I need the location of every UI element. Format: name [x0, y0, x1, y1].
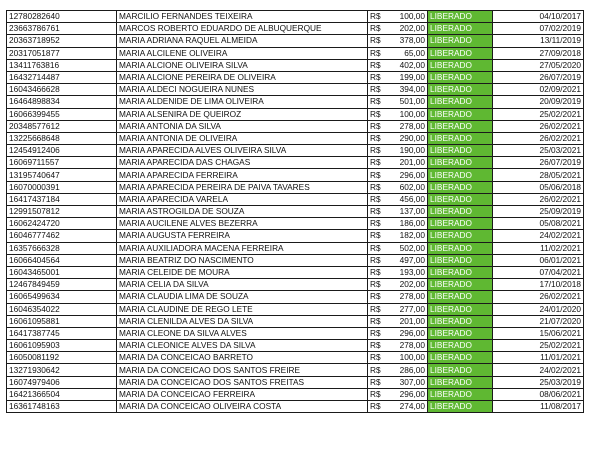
table-row	[7, 71, 584, 83]
table-row	[7, 327, 584, 339]
cpf-cell: 16046777462	[7, 230, 117, 242]
cpf-cell: 13195740647	[7, 169, 117, 181]
cpf-cell: 16043466628	[7, 84, 117, 96]
cpf-cell: 16065499634	[7, 291, 117, 303]
name-cell: MARIA ALSENIRA DE QUEIROZ	[117, 108, 368, 120]
status-badge: LIBERADO	[428, 157, 493, 169]
table-row	[7, 254, 584, 266]
currency-cell: R$	[368, 242, 391, 254]
cpf-cell: 16464898834	[7, 96, 117, 108]
date-cell: 24/02/2021	[493, 230, 584, 242]
table-row	[7, 84, 584, 96]
name-cell: MARCOS ROBERTO EDUARDO DE ALBUQUERQUE	[117, 23, 368, 35]
date-cell: 25/02/2021	[493, 108, 584, 120]
currency-cell: R$	[368, 352, 391, 364]
table-row	[7, 364, 584, 376]
name-cell: MARIA APARECIDA ALVES OLIVEIRA SILVA	[117, 145, 368, 157]
table-row	[7, 340, 584, 352]
value-cell: 100,00	[390, 352, 428, 364]
value-cell: 277,00	[390, 303, 428, 315]
value-cell: 307,00	[390, 376, 428, 388]
value-cell: 201,00	[390, 315, 428, 327]
name-cell: MARIA BEATRIZ DO NASCIMENTO	[117, 254, 368, 266]
status-badge: LIBERADO	[428, 364, 493, 376]
status-badge: LIBERADO	[428, 193, 493, 205]
payment-table	[6, 10, 584, 413]
cpf-cell: 13411763816	[7, 59, 117, 71]
currency-cell: R$	[368, 315, 391, 327]
name-cell: MARIA DA CONCEICAO DOS SANTOS FREIRE	[117, 364, 368, 376]
cpf-cell: 16061095881	[7, 315, 117, 327]
currency-cell: R$	[368, 59, 391, 71]
table-row	[7, 47, 584, 59]
date-cell: 06/01/2021	[493, 254, 584, 266]
date-cell: 20/09/2019	[493, 96, 584, 108]
value-cell: 186,00	[390, 218, 428, 230]
date-cell: 07/04/2021	[493, 266, 584, 278]
cpf-cell: 16432714487	[7, 71, 117, 83]
value-cell: 199,00	[390, 71, 428, 83]
name-cell: MARIA CELIA DA SILVA	[117, 279, 368, 291]
status-badge: LIBERADO	[428, 401, 493, 413]
name-cell: MARIA APARECIDA VARELA	[117, 193, 368, 205]
table-row	[7, 352, 584, 364]
name-cell: MARIA APARECIDA PEREIRA DE PAIVA TAVARES	[117, 181, 368, 193]
value-cell: 296,00	[390, 388, 428, 400]
currency-cell: R$	[368, 303, 391, 315]
currency-cell: R$	[368, 108, 391, 120]
cpf-cell: 12467849459	[7, 279, 117, 291]
name-cell: MARIA CLENILDA ALVES DA SILVA	[117, 315, 368, 327]
date-cell: 27/09/2018	[493, 47, 584, 59]
table-row	[7, 157, 584, 169]
value-cell: 456,00	[390, 193, 428, 205]
currency-cell: R$	[368, 364, 391, 376]
value-cell: 65,00	[390, 47, 428, 59]
status-badge: LIBERADO	[428, 120, 493, 132]
currency-cell: R$	[368, 157, 391, 169]
date-cell: 08/06/2021	[493, 388, 584, 400]
name-cell: MARIA AUCILENE ALVES BEZERRA	[117, 218, 368, 230]
status-badge: LIBERADO	[428, 11, 493, 23]
value-cell: 501,00	[390, 96, 428, 108]
status-badge: LIBERADO	[428, 108, 493, 120]
table-row	[7, 108, 584, 120]
status-badge: LIBERADO	[428, 254, 493, 266]
currency-cell: R$	[368, 96, 391, 108]
name-cell: MARIA AUGUSTA FERREIRA	[117, 230, 368, 242]
table-row	[7, 230, 584, 242]
currency-cell: R$	[368, 279, 391, 291]
date-cell: 11/02/2021	[493, 242, 584, 254]
status-badge: LIBERADO	[428, 206, 493, 218]
date-cell: 11/01/2021	[493, 352, 584, 364]
value-cell: 286,00	[390, 364, 428, 376]
table-row	[7, 401, 584, 413]
value-cell: 202,00	[390, 279, 428, 291]
name-cell: MARIA DA CONCEICAO OLIVEIRA COSTA	[117, 401, 368, 413]
status-badge: LIBERADO	[428, 35, 493, 47]
table-row	[7, 206, 584, 218]
date-cell: 02/09/2021	[493, 84, 584, 96]
cpf-cell: 16062424720	[7, 218, 117, 230]
cpf-cell: 16417387745	[7, 327, 117, 339]
name-cell: MARIA ASTROGILDA DE SOUZA	[117, 206, 368, 218]
cpf-cell: 12991507812	[7, 206, 117, 218]
cpf-cell: 23663786761	[7, 23, 117, 35]
status-badge: LIBERADO	[428, 47, 493, 59]
currency-cell: R$	[368, 23, 391, 35]
date-cell: 26/02/2021	[493, 120, 584, 132]
cpf-cell: 16061095903	[7, 340, 117, 352]
name-cell: MARIA ANTONIA DE OLIVEIRA	[117, 132, 368, 144]
value-cell: 201,00	[390, 157, 428, 169]
cpf-cell: 16050081192	[7, 352, 117, 364]
status-badge: LIBERADO	[428, 230, 493, 242]
name-cell: MARIA CLAUDIA LIMA DE SOUZA	[117, 291, 368, 303]
status-badge: LIBERADO	[428, 23, 493, 35]
value-cell: 497,00	[390, 254, 428, 266]
table-row	[7, 242, 584, 254]
currency-cell: R$	[368, 254, 391, 266]
status-badge: LIBERADO	[428, 291, 493, 303]
value-cell: 193,00	[390, 266, 428, 278]
currency-cell: R$	[368, 193, 391, 205]
currency-cell: R$	[368, 120, 391, 132]
table-row	[7, 120, 584, 132]
name-cell: MARIA ALDENIDE DE LIMA OLIVEIRA	[117, 96, 368, 108]
currency-cell: R$	[368, 218, 391, 230]
status-badge: LIBERADO	[428, 279, 493, 291]
currency-cell: R$	[368, 71, 391, 83]
cpf-cell: 16417437184	[7, 193, 117, 205]
table-row	[7, 169, 584, 181]
status-badge: LIBERADO	[428, 242, 493, 254]
table-body	[7, 11, 584, 413]
status-badge: LIBERADO	[428, 145, 493, 157]
status-badge: LIBERADO	[428, 352, 493, 364]
cpf-cell: 16043465001	[7, 266, 117, 278]
currency-cell: R$	[368, 11, 391, 23]
currency-cell: R$	[368, 47, 391, 59]
name-cell: MARIA CELEIDE DE MOURA	[117, 266, 368, 278]
date-cell: 24/01/2020	[493, 303, 584, 315]
table-row	[7, 218, 584, 230]
date-cell: 24/02/2021	[493, 364, 584, 376]
status-badge: LIBERADO	[428, 303, 493, 315]
date-cell: 26/07/2019	[493, 157, 584, 169]
name-cell: MARIA DA CONCEICAO BARRETO	[117, 352, 368, 364]
cpf-cell: 13225668648	[7, 132, 117, 144]
table-row	[7, 315, 584, 327]
cpf-cell: 20348577612	[7, 120, 117, 132]
name-cell: MARIA AUXILIADORA MACENA FERREIRA	[117, 242, 368, 254]
value-cell: 296,00	[390, 327, 428, 339]
status-badge: LIBERADO	[428, 84, 493, 96]
date-cell: 26/07/2019	[493, 71, 584, 83]
cpf-cell: 16357666328	[7, 242, 117, 254]
status-badge: LIBERADO	[428, 388, 493, 400]
value-cell: 137,00	[390, 206, 428, 218]
status-badge: LIBERADO	[428, 327, 493, 339]
currency-cell: R$	[368, 327, 391, 339]
table-row	[7, 266, 584, 278]
date-cell: 11/08/2017	[493, 401, 584, 413]
name-cell: MARIA ALCIONE OLIVEIRA SILVA	[117, 59, 368, 71]
status-badge: LIBERADO	[428, 315, 493, 327]
status-badge: LIBERADO	[428, 96, 493, 108]
status-badge: LIBERADO	[428, 181, 493, 193]
name-cell: MARIA CLEONE DA SILVA ALVES	[117, 327, 368, 339]
value-cell: 100,00	[390, 11, 428, 23]
cpf-cell: 16070000391	[7, 181, 117, 193]
currency-cell: R$	[368, 376, 391, 388]
table-row	[7, 11, 584, 23]
currency-cell: R$	[368, 340, 391, 352]
currency-cell: R$	[368, 291, 391, 303]
value-cell: 278,00	[390, 291, 428, 303]
date-cell: 26/02/2021	[493, 132, 584, 144]
value-cell: 602,00	[390, 181, 428, 193]
date-cell: 15/06/2021	[493, 327, 584, 339]
value-cell: 182,00	[390, 230, 428, 242]
cpf-cell: 12780282640	[7, 11, 117, 23]
status-badge: LIBERADO	[428, 376, 493, 388]
status-badge: LIBERADO	[428, 59, 493, 71]
table-row	[7, 291, 584, 303]
currency-cell: R$	[368, 401, 391, 413]
date-cell: 26/02/2021	[493, 193, 584, 205]
name-cell: MARIA ADRIANA RAQUEL ALMEIDA	[117, 35, 368, 47]
table-row	[7, 35, 584, 47]
status-badge: LIBERADO	[428, 71, 493, 83]
date-cell: 17/10/2018	[493, 279, 584, 291]
value-cell: 278,00	[390, 120, 428, 132]
date-cell: 25/09/2019	[493, 206, 584, 218]
value-cell: 190,00	[390, 145, 428, 157]
table-row	[7, 96, 584, 108]
date-cell: 25/03/2019	[493, 376, 584, 388]
value-cell: 394,00	[390, 84, 428, 96]
currency-cell: R$	[368, 181, 391, 193]
name-cell: MARIA ANTONIA DA SILVA	[117, 120, 368, 132]
cpf-cell: 13271930642	[7, 364, 117, 376]
date-cell: 25/03/2021	[493, 145, 584, 157]
table-row	[7, 376, 584, 388]
table-row	[7, 145, 584, 157]
status-badge: LIBERADO	[428, 132, 493, 144]
date-cell: 21/07/2020	[493, 315, 584, 327]
currency-cell: R$	[368, 132, 391, 144]
cpf-cell: 16074979406	[7, 376, 117, 388]
value-cell: 202,00	[390, 23, 428, 35]
value-cell: 502,00	[390, 242, 428, 254]
table-row	[7, 59, 584, 71]
table-row	[7, 279, 584, 291]
cpf-cell: 16361748163	[7, 401, 117, 413]
value-cell: 290,00	[390, 132, 428, 144]
date-cell: 05/08/2021	[493, 218, 584, 230]
table-row	[7, 181, 584, 193]
date-cell: 07/02/2019	[493, 23, 584, 35]
cpf-cell: 12454912406	[7, 145, 117, 157]
name-cell: MARIA CLAUDINE DE REGO LETE	[117, 303, 368, 315]
table-row	[7, 388, 584, 400]
table-row	[7, 193, 584, 205]
value-cell: 278,00	[390, 340, 428, 352]
date-cell: 27/05/2020	[493, 59, 584, 71]
currency-cell: R$	[368, 145, 391, 157]
value-cell: 100,00	[390, 108, 428, 120]
cpf-cell: 16069711557	[7, 157, 117, 169]
value-cell: 378,00	[390, 35, 428, 47]
cpf-cell: 16421366504	[7, 388, 117, 400]
name-cell: MARIA APARECIDA DAS CHAGAS	[117, 157, 368, 169]
name-cell: MARIA DA CONCEICAO FERREIRA	[117, 388, 368, 400]
cpf-cell: 16066404564	[7, 254, 117, 266]
currency-cell: R$	[368, 266, 391, 278]
date-cell: 04/10/2017	[493, 11, 584, 23]
date-cell: 28/05/2021	[493, 169, 584, 181]
date-cell: 13/11/2019	[493, 35, 584, 47]
cpf-cell: 16046354022	[7, 303, 117, 315]
cpf-cell: 16066399455	[7, 108, 117, 120]
currency-cell: R$	[368, 230, 391, 242]
currency-cell: R$	[368, 169, 391, 181]
table-row	[7, 23, 584, 35]
table-row	[7, 303, 584, 315]
name-cell: MARIA DA CONCEICAO DOS SANTOS FREITAS	[117, 376, 368, 388]
name-cell: MARIA CLEONICE ALVES DA SILVA	[117, 340, 368, 352]
name-cell: MARCILIO FERNANDES TEIXEIRA	[117, 11, 368, 23]
name-cell: MARIA APARECIDA FERREIRA	[117, 169, 368, 181]
status-badge: LIBERADO	[428, 218, 493, 230]
name-cell: MARIA ALDECI NOGUEIRA NUNES	[117, 84, 368, 96]
currency-cell: R$	[368, 388, 391, 400]
table-row	[7, 132, 584, 144]
status-badge: LIBERADO	[428, 169, 493, 181]
currency-cell: R$	[368, 84, 391, 96]
cpf-cell: 20317051877	[7, 47, 117, 59]
status-badge: LIBERADO	[428, 266, 493, 278]
value-cell: 402,00	[390, 59, 428, 71]
name-cell: MARIA ALCIONE PEREIRA DE OLIVEIRA	[117, 71, 368, 83]
currency-cell: R$	[368, 206, 391, 218]
currency-cell: R$	[368, 35, 391, 47]
value-cell: 296,00	[390, 169, 428, 181]
date-cell: 05/06/2018	[493, 181, 584, 193]
name-cell: MARIA ALCILENE OLIVEIRA	[117, 47, 368, 59]
date-cell: 25/02/2021	[493, 340, 584, 352]
value-cell: 274,00	[390, 401, 428, 413]
cpf-cell: 20363718952	[7, 35, 117, 47]
date-cell: 26/02/2021	[493, 291, 584, 303]
status-badge: LIBERADO	[428, 340, 493, 352]
